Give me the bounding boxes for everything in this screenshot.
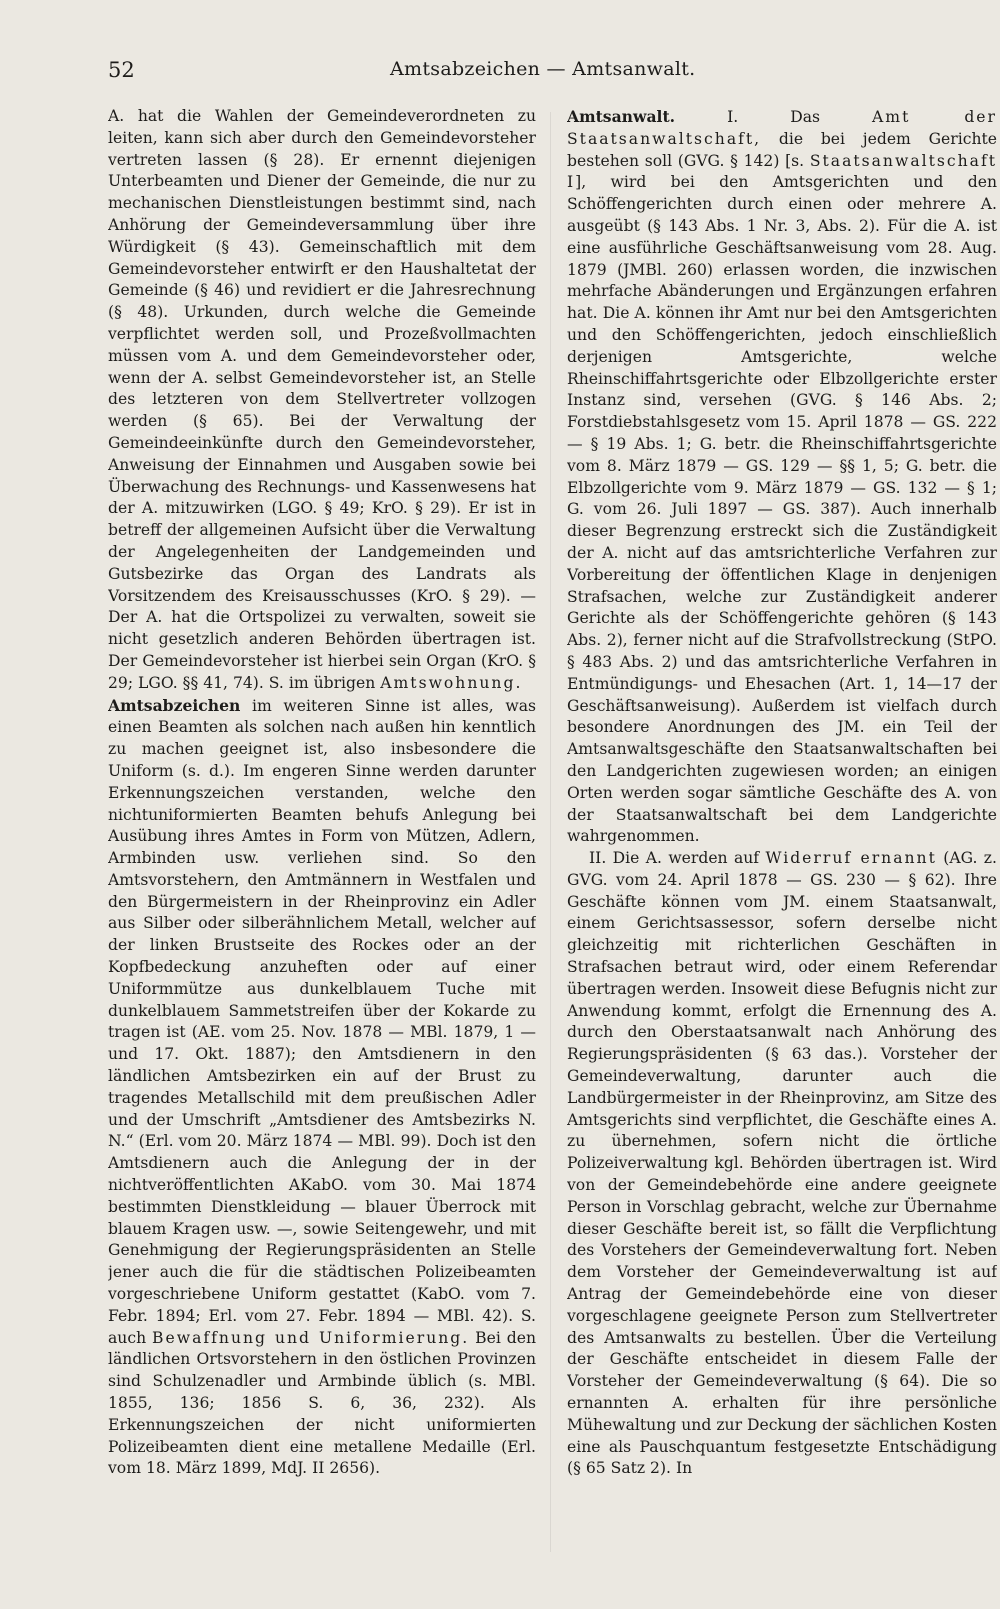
cross-reference: Staatsanwaltschaft I	[567, 151, 997, 192]
running-head: Amtsabzeichen — Amtsanwalt.	[390, 58, 696, 80]
entry-amtsanwalt-part-1: Amtsanwalt. I. Das Amt der Staatsanwaltschaft, die bei jedem Gerichte bestehen soll (GVG. § 142) [s. Staatsanwaltschaft I], wird bei den Amtsgerichten und den Schöffengerichten durch einen oder mehrere A. ausgeübt (§ 143 Abs. 1 Nr. 3, Abs. 2). Für die A. ist eine ausführliche Geschäftsanweisung vom 28. Aug. 1879 (JMBl. 260) erlassen worden, die inzwischen mehrfache Abänderungen und Ergänzungen erfahren hat. Die A. können ihr Amt nur bei den Amtsgerichten und den Schöffengerichten, jedoch einschließlich derjenigen Amtsgerichte, welche Rheinschiffahrtsgerichte oder Elbzollgerichte erster Instanz sind, versehen (GVG. § 146 Abs. 2; Forstdiebstahlsgesetz vom 15. April 1878 — GS. 222 — § 19 Abs. 1; G. betr. die Rheinschiffahrtsgerichte vom 8. März 1879 — GS. 129 — §§ 1, 5; G. betr. die Elbzollgerichte vom 9. März 1879 — GS. 132 — § 1; G. vom 26. Juli 1897 — GS. 387). Auch innerhalb dieser Begrenzung erstreckt sich die Zuständigkeit der A. nicht auf das amtsrichterliche Verfahren zur Vorbereitung der öffentlichen Klage in denjenigen Strafsachen, welche zur Zuständigkeit anderer Gerichte als der Schöffengerichte gehören (§ 143 Abs. 2), ferner nicht auf die Strafvollstreckung (StPO. § 483 Abs. 2) und das amtsrichterliche Verfahren in Entmündigungs- und Ehesachen (Art. 1, 14—17 der Geschäftsanweisung). Außerdem ist vielfach durch besondere Anordnungen des JM. ein Teil der Amtsanwaltsgeschäfte den Staatsanwaltschaften bei den Landgerichten zugewiesen worden; an einigen Orten werden sogar sämtliche Geschäfte des A. von der Staatsanwaltschaft bei dem Landgerichte wahrgenommen.	[567, 107, 997, 846]
left-column	[108, 106, 536, 1596]
cross-reference: Widerruf ernannt	[765, 849, 937, 868]
entry-heading: Amtsanwalt.	[567, 107, 676, 126]
cross-reference: Amt der Staatsanwaltschaft,	[567, 108, 997, 148]
column-divider	[550, 112, 551, 1552]
cross-reference: Amtswohnung.	[380, 673, 523, 692]
entry-amtsabzeichen: Amtsabzeichen im weiteren Sinne ist alles, was einen Beamten als solchen nach außen hin kenntlich zu machen geeignet ist, also insbesondere die Uniform (s. d.). Im engeren Sinne werden darunter Erkennungszeichen verstanden, welche den nichtuniformierten Beamten behufs Anlegung bei Ausübung ihres Amtes in Form von Mützen, Adlern, Armbinden usw. verliehen sind. So den Amtsvorstehern, den Amtmännern in Westfalen und den Bürgermeistern in der Rheinprovinz ein Adler aus Silber oder silberähnlichem Metall, welcher auf der linken Brustseite des Rockes oder an der Kopfbedeckung anzuheften oder auf einer Uniformmütze aus dunkelblauem Tuche mit dunkelblauem Sammetstreifen über der Kokarde zu tragen ist (AE. vom 25. Nov. 1878 — MBl. 1879, 1 — und 17. Okt. 1887); den Amtsdienern in den ländlichen Amtsbezirken ein auf der Brust zu tragendes Metallschild mit dem preußischen Adler und der Umschrift „Amtsdiener des Amtsbezirks N. N.“ (Erl. vom 20. März 1874 — MBl. 99). Doch ist den Amtsdienern auch die Anlegung der in der nichtveröffentlichten AKabO. vom 30. Mai 1874 bestimmten Dienstkleidung — blauer Überrock mit blauem Kragen usw. —, sowie Seitengewehr, und mit Genehmigung der Regierungspräsidenten an Stelle jener auch die für die städtischen Polizeibeamten vorgeschriebene Uniform gestattet (KabO. vom 7. Febr. 1894; Erl. vom 27. Febr. 1894 — MBl. 42). S. auch Bewaffnung und Uniformierung. Bei den ländlichen Ortsvorstehern in den östlichen Provinzen sind Schulzenadler und Armbinde üblich (s. MBl. 1855, 136; 1856 S. 6, 36, 232). Als Erkennungszeichen der nicht uniformierten Polizeibeamten dient eine metallene Medaille (Erl. vom 18. März 1899, MdJ. II 2656).	[108, 695, 536, 1478]
page-number: 52	[108, 58, 135, 82]
page-header	[108, 58, 908, 88]
entry-amtsanwalt-part-2: II. Die A. werden auf Widerruf ernannt (AG. z. GVG. vom 24. April 1878 — GS. 230 — § 62). Ihre Geschäfte können vom JM. einem Staatsanwalt, einem Gerichtsassessor, sofern derselbe nicht gleichzeitig mit richterlichen Geschäften in Strafsachen betraut wird, oder einem Referendar übertragen werden. Insoweit diese Befugnis nicht zur Anwendung kommt, erfolgt die Ernennung des A. durch den Oberstaatsanwalt nach Anhörung des Regierungspräsidenten (§ 63 das.). Vorsteher der Gemeindeverwaltung, darunter auch die Landbürgermeister in der Rheinprovinz, am Sitze des Amtsgerichts sind verpflichtet, die Geschäfte eines A. zu übernehmen, sofern nicht die örtliche Polizeiverwaltung kgl. Behörden übertragen ist. Wird von der Gemeindebehörde eine andere geeignete Person in Vorschlag gebracht, welche zur Übernahme dieser Geschäfte bereit ist, so fällt die Verpflichtung des Vorstehers der Gemeindeverwaltung fort. Neben dem Vorsteher der Gemeindeverwaltung ist auf Antrag der Gemeindebehörde eine von dieser vorgeschlagene geeignete Person zum Stellvertreter des Amtsanwalts zu bestellen. Über die Verteilung der Geschäfte entscheidet in diesem Falle der Vorsteher der Gemeindeverwaltung (§ 64). Die so ernannten A. erhalten für ihre persönliche Mühewaltung und zur Deckung der sächlichen Kosten eine als Pauschquantum festgesetzte Entschädigung (§ 65 Satz 2). In	[567, 849, 997, 1478]
paragraph-amtsvorsteher-continued: A. hat die Wahlen der Gemeindeverordneten zu leiten, kann sich aber durch den Gemeindevorsteher vertreten lassen (§ 28). Er ernennt diejenigen Unterbeamten und Diener der Gemeinde, die nur zu mechanischen Dienstleistungen bestimmt sind, nach Anhörung der Gemeindeversammlung über ihre Würdigkeit (§ 43). Gemeinschaftlich mit dem Gemeindevorsteher entwirft er den Haushaltetat der Gemeinde (§ 46) und revidiert er die Jahresrechnung (§ 48). Urkunden, durch welche die Gemeinde verpflichtet werden soll, und Prozeßvollmachten müssen vom A. und dem Gemeindevorsteher oder, wenn der A. selbst Gemeindevorsteher ist, an Stelle des letzteren von dem Stellvertreter vollzogen werden (§ 65). Bei der Verwaltung der Gemeindeeinkünfte durch den Gemeindevorsteher, Anweisung der Einnahmen und Ausgaben sowie bei Überwachung des Rechnungs- und Kassenwesens hat der A. mitzuwirken (LGO. § 49; KrO. § 29). Er ist in betreff der allgemeinen Aufsicht über die Verwaltung der Angelegenheiten der Landgemeinden und Gutsbezirke das Organ des Landrats als Vorsitzendem des Kreisausschusses (KrO. § 29). — Der A. hat die Ortspolizei zu verwalten, soweit sie nicht gesetzlich anderen Behörden übertragen ist. Der Gemeindevorsteher ist hierbei sein Organ (KrO. § 29; LGO. §§ 41, 74). S. im übrigen Amtswohnung.	[108, 107, 536, 692]
entry-heading: Amtsabzeichen	[108, 695, 241, 715]
cross-reference: Bewaffnung und Uniformierung.	[152, 1328, 470, 1347]
right-column	[567, 106, 997, 1596]
